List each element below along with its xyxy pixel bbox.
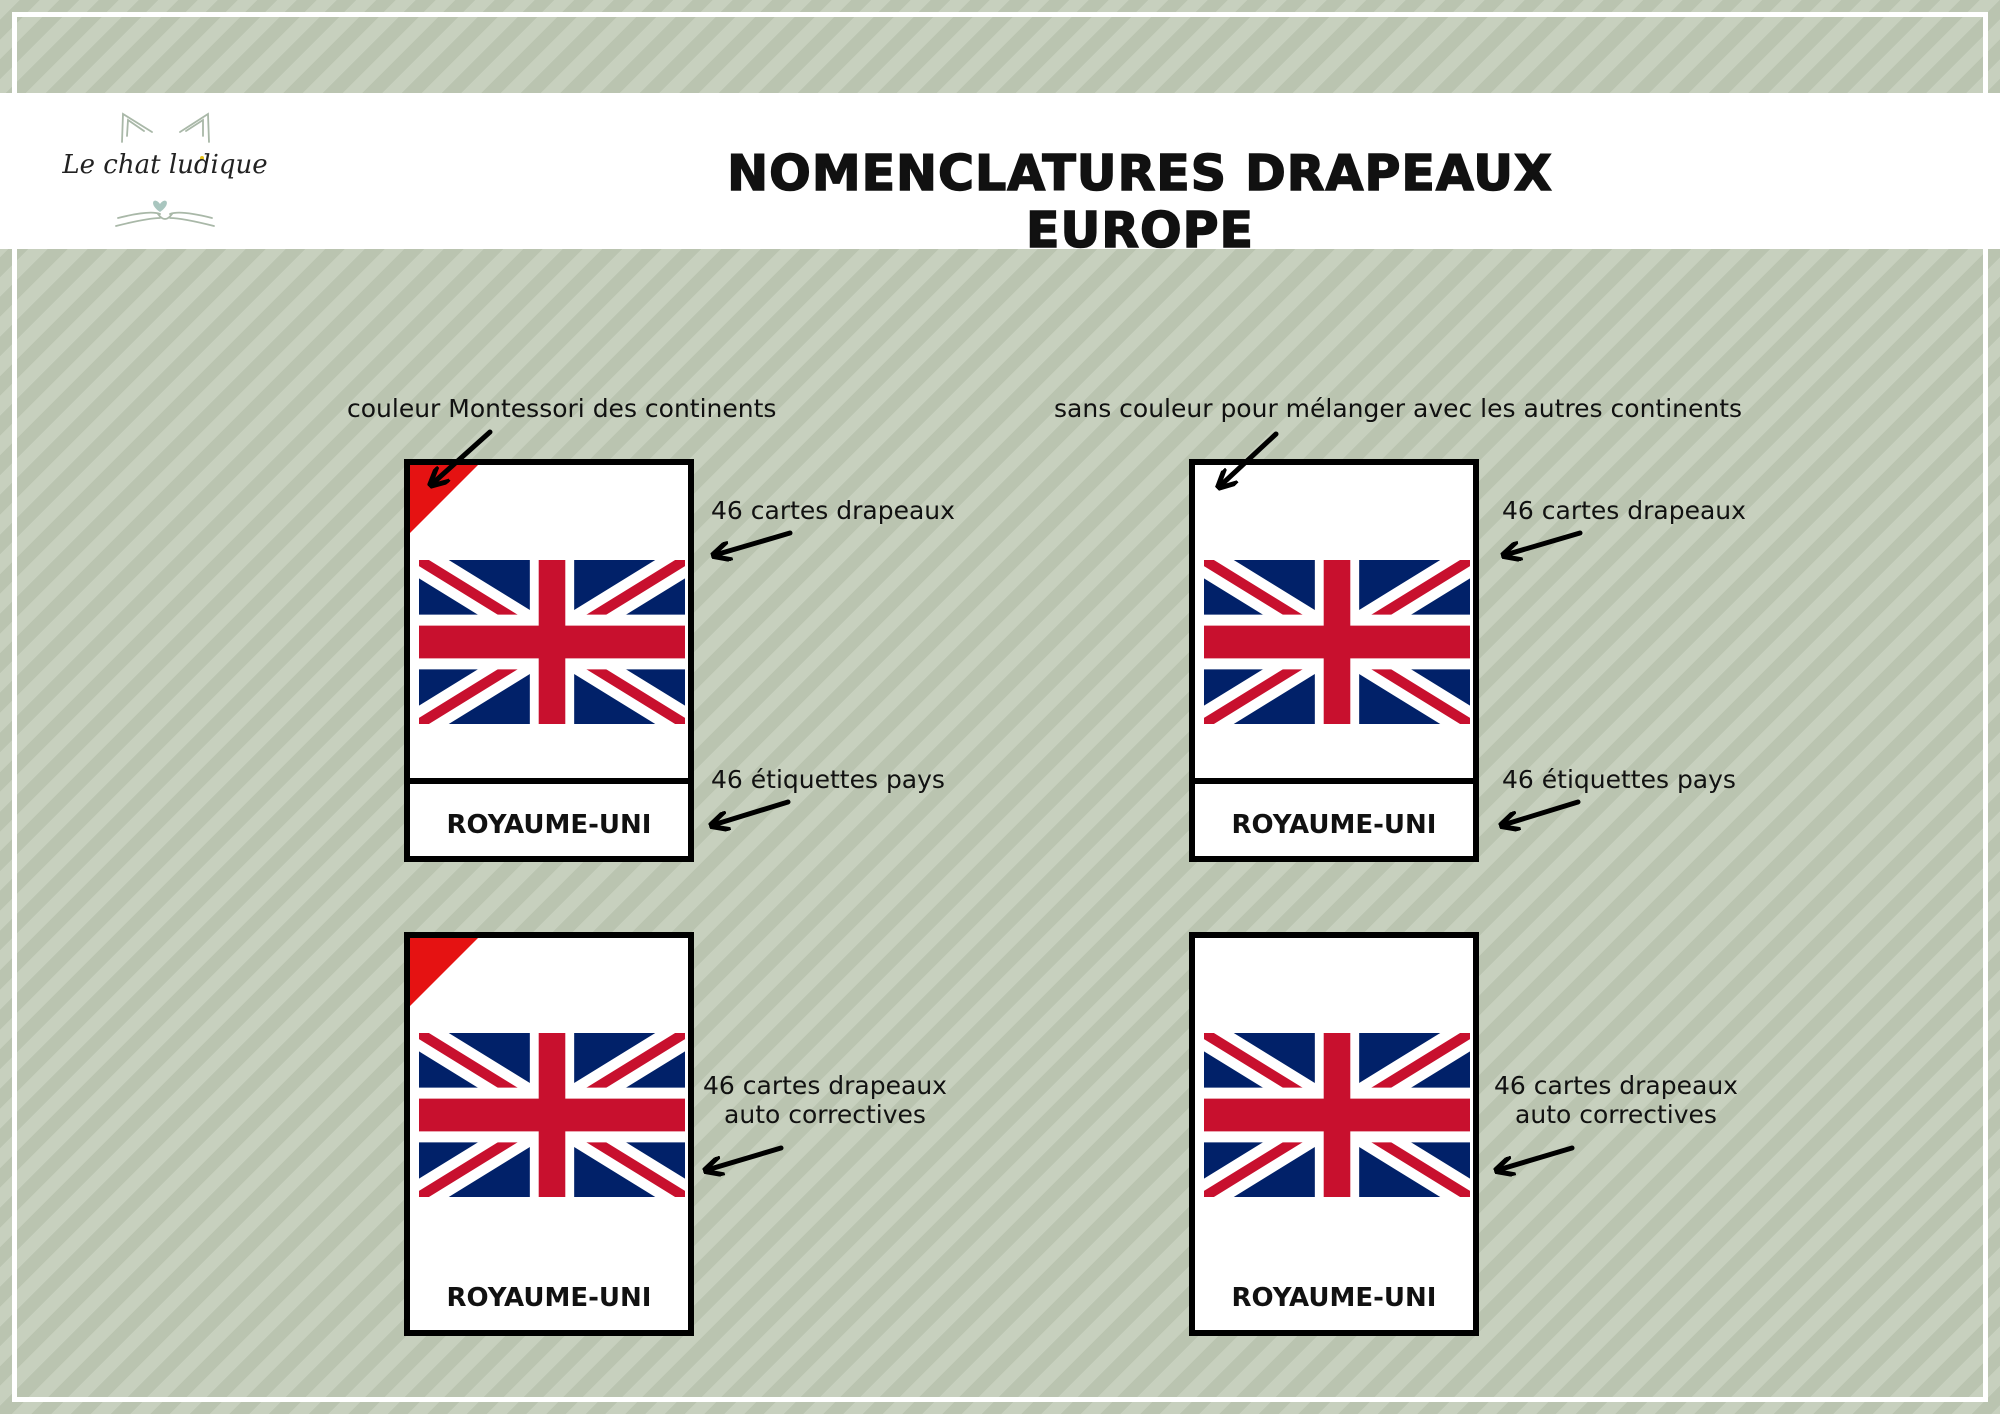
arrow-icon	[707, 1148, 781, 1170]
page-title: NOMENCLATURES DRAPEAUX EUROPE	[727, 145, 1553, 259]
arrow-icon	[1220, 434, 1276, 486]
labels-note-right: 46 étiquettes pays	[1502, 765, 1736, 794]
self-correct-line2: auto correctives	[724, 1100, 926, 1129]
arrow-icon	[1503, 802, 1578, 825]
country-label: ROYAUME-UNI	[446, 1283, 652, 1313]
arrow-icon	[715, 533, 790, 555]
arrow-icon	[1498, 1148, 1572, 1170]
logo-text: Le chat ludique	[62, 150, 268, 180]
flag-cards-note-right: 46 cartes drapeaux	[1502, 496, 1746, 525]
arrow-icon	[432, 432, 490, 484]
country-label: ROYAUME-UNI	[1231, 1283, 1437, 1313]
arrow-icon	[1505, 533, 1580, 555]
nocolor-note: sans couleur pour mélanger avec les autres continents	[1054, 394, 1743, 423]
labels-note-left: 46 étiquettes pays	[711, 765, 945, 794]
self-correct-line2: auto correctives	[1515, 1100, 1717, 1129]
arrow-icon	[713, 802, 788, 825]
country-label: ROYAUME-UNI	[1231, 810, 1437, 840]
self-correct-line1: 46 cartes drapeaux	[1494, 1071, 1738, 1100]
flag-cards-note-left: 46 cartes drapeaux	[711, 496, 955, 525]
country-label: ROYAUME-UNI	[446, 810, 652, 840]
self-correct-line1: 46 cartes drapeaux	[703, 1071, 947, 1100]
color-note: couleur Montessori des continents	[347, 394, 777, 423]
